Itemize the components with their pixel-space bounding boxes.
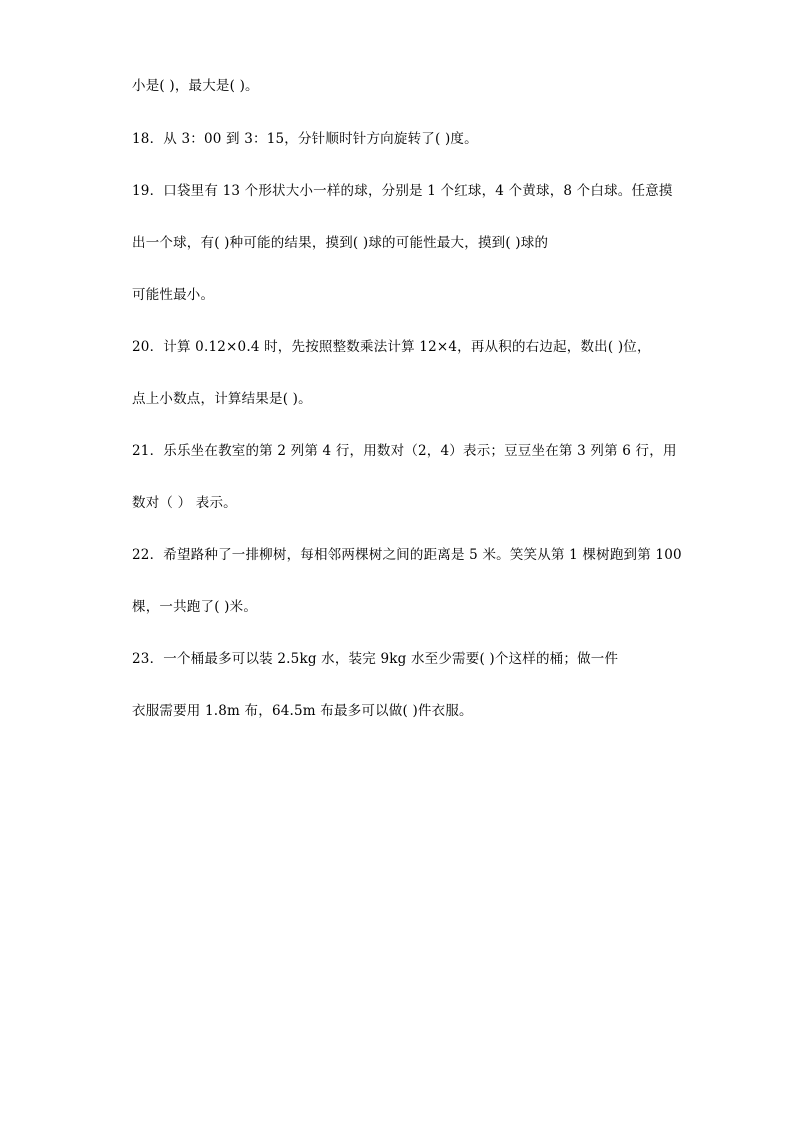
question-19-line-1: 19．口袋里有 13 个形状大小一样的球，分别是 1 个红球，4 个黄球，8 个白球。任意摸: [132, 183, 673, 199]
question-22-line-2: 棵，一共跑了( )米。: [132, 599, 258, 615]
question-20-line-1: 20．计算 0.12×0.4 时，先按照整数乘法计算 12×4，再从积的右边起，数出( )位，: [132, 339, 651, 355]
question-23-line-1: 23．一个桶最多可以装 2.5kg 水，装完 9kg 水至少需要( )个这样的桶；做一件: [132, 651, 619, 667]
question-22-line-1: 22．希望路种了一排柳树，每相邻两棵树之间的距离是 5 米。笑笑从第 1 棵树跑到第 100: [132, 547, 682, 563]
question-20-line-2: 点上小数点，计算结果是( )。: [132, 391, 312, 407]
question-18: 18．从 3：00 到 3：15，分针顺时针方向旋转了( )度。: [132, 131, 478, 147]
question-19-line-3: 可能性最小。: [132, 287, 215, 303]
question-17-continuation: 小是( )，最大是( )。: [132, 78, 259, 94]
question-19-line-2: 出一个球，有( )种可能的结果，摸到( )球的可能性最大，摸到( )球的: [132, 235, 549, 251]
question-21-line-2: 数对（ ） 表示。: [132, 495, 237, 511]
question-21-line-1: 21．乐乐坐在教室的第 2 列第 4 行，用数对（2，4）表示；豆豆坐在第 3 列第 6 行，用: [132, 443, 677, 459]
question-23-line-2: 衣服需要用 1.8m 布，64.5m 布最多可以做( )件衣服。: [132, 703, 473, 719]
